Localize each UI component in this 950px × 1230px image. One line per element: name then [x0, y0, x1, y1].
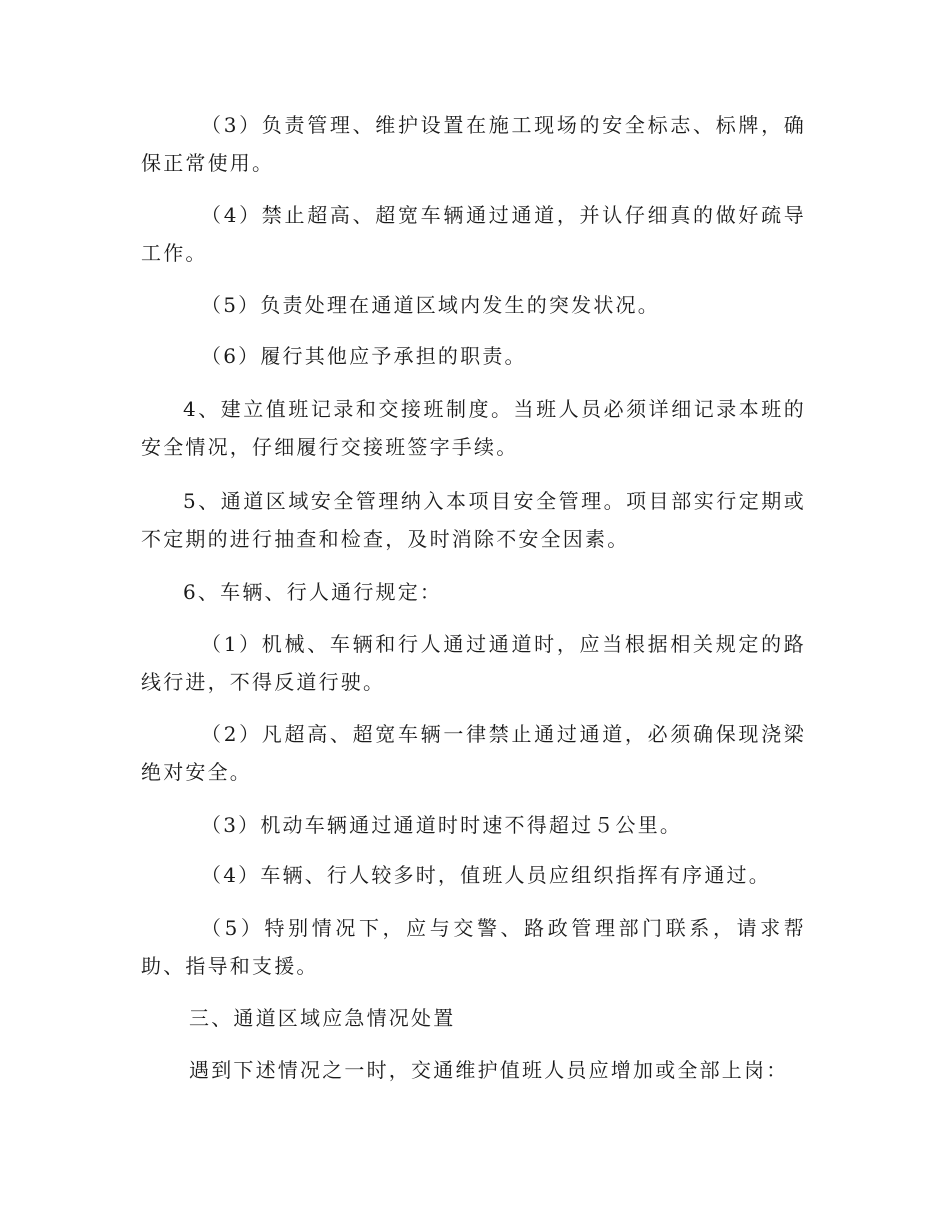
paragraph-rule-4: （4）车辆、行人较多时，值班人员应组织指挥有序通过。 — [201, 863, 771, 887]
paragraph-rule-2: （2）凡超高、超宽车辆一律禁止通过通道，必须确保现浇梁绝对安全。 — [141, 722, 806, 784]
paragraph-rule-3: （3）机动车辆通过通道时时速不得超过５公里。 — [201, 813, 683, 837]
paragraph-item-4: 4、建立值班记录和交接班制度。当班人员必须详细记录本班的安全情况，仔细履行交接班签字手续。 — [141, 397, 806, 459]
paragraph-rule-5: （5）特别情况下，应与交警、路政管理部门联系，请求帮助、指导和支援。 — [141, 916, 806, 978]
paragraph-emergency-intro: 遇到下述情况之一时，交通维护值班人员应增加或全部上岗： — [189, 1058, 789, 1082]
paragraph-duty-4: （4）禁止超高、超宽车辆通过通道，并认仔细真的做好疏导工作。 — [141, 203, 806, 265]
paragraph-rule-1: （1）机械、车辆和行人通过通道时，应当根据相关规定的路线行进，不得反道行驶。 — [141, 632, 806, 694]
paragraph-duty-6: （6）履行其他应予承担的职责。 — [201, 344, 527, 368]
paragraph-duty-5: （5）负责处理在通道区域内发生的突发状况。 — [201, 293, 660, 317]
paragraph-duty-3: （3）负责管理、维护设置在施工现场的安全标志、标牌，确保正常使用。 — [141, 113, 806, 175]
paragraph-item-6: 6、车辆、行人通行规定： — [183, 580, 443, 604]
section-heading-3: 三、通道区域应急情况处置 — [189, 1006, 456, 1030]
paragraph-item-5: 5、通道区域安全管理纳入本项目安全管理。项目部实行定期或不定期的进行抽查和检查，及时消除不安全因素。 — [141, 489, 806, 551]
